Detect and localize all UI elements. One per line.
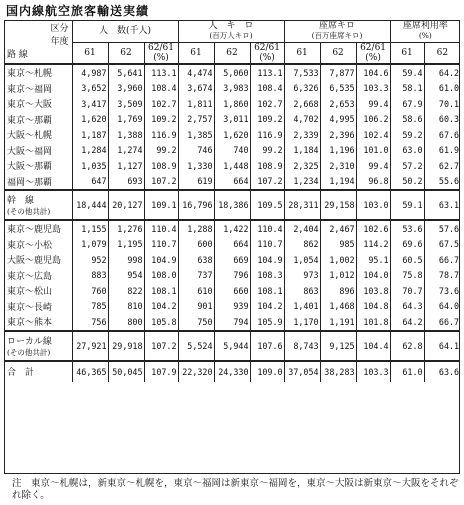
table-cell: 60.5 (390, 252, 424, 268)
table-cell: 58.6 (390, 112, 424, 128)
table-cell: 760 (72, 283, 108, 299)
table-cell: 61.9 (424, 143, 460, 159)
table-cell: 102.7 (144, 96, 178, 112)
table-cell: 600 (178, 237, 214, 253)
table-cell: 64.2 (424, 64, 460, 81)
table-cell: 2,339 (284, 127, 320, 143)
table-cell: 1,194 (320, 174, 356, 191)
table-cell: 107.2 (144, 174, 178, 191)
table-cell: 800 (108, 314, 144, 331)
table-cell: 50.2 (390, 174, 424, 191)
table-cell: 3,983 (214, 81, 250, 97)
table-cell: 1,288 (178, 220, 214, 237)
table-cell: 883 (72, 268, 108, 284)
table-cell: 96.8 (356, 174, 390, 191)
footnote: 注 東京〜札幌は，新東京〜札幌を，東京〜福岡は新東京〜福岡を，東京〜大阪は新東京〜大阪をそれぞれ除く。 (12, 478, 459, 501)
row-label: 東京〜札幌 (7, 69, 53, 80)
table-cell: 5,944 (214, 331, 250, 361)
table-cell: 106.2 (356, 112, 390, 128)
table-cell: 1,196 (320, 143, 356, 159)
column-header: 62 (108, 43, 144, 65)
row-label: 大阪〜鹿児島 (7, 256, 62, 267)
table-cell: 113.1 (144, 64, 178, 81)
table-cell: 29,918 (108, 331, 144, 361)
row-label: 大阪〜札幌 (7, 131, 53, 142)
table-cell: 952 (72, 252, 108, 268)
table-cell: 822 (108, 283, 144, 299)
table-cell: 64.0 (424, 299, 460, 315)
table-cell: 99.2 (144, 143, 178, 159)
column-header: 61 (390, 43, 424, 65)
table-cell: 785 (72, 299, 108, 315)
table-cell: 1,012 (320, 268, 356, 284)
table-cell: 73.6 (424, 283, 460, 299)
table-cell: 107.9 (144, 361, 178, 382)
table-cell: 105.8 (144, 314, 178, 331)
table-cell: 67.5 (424, 237, 460, 253)
table-cell: 37,054 (284, 361, 320, 382)
table-row (4, 314, 460, 331)
table-cell: 27,921 (72, 331, 108, 361)
row-label: 東京〜福岡 (7, 84, 53, 95)
table-cell: 104.6 (356, 64, 390, 81)
table-cell: 114.2 (356, 237, 390, 253)
table-cell: 57.6 (424, 220, 460, 237)
corner-rosen: 路 線 (7, 49, 28, 60)
table-cell: 102.7 (250, 96, 284, 112)
table-cell: 104.8 (356, 299, 390, 315)
table-cell: 102.6 (356, 220, 390, 237)
table-cell: 638 (178, 252, 214, 268)
table-cell: 1,448 (214, 158, 250, 174)
table-cell: 1,127 (108, 158, 144, 174)
table-cell: 660 (214, 283, 250, 299)
table-cell: 109.5 (250, 190, 284, 220)
column-header: 61 (72, 43, 108, 65)
table-cell: 1,276 (108, 220, 144, 237)
table-cell: 53.6 (390, 220, 424, 237)
column-header: 62 (214, 43, 250, 65)
table-cell: 1,184 (284, 143, 320, 159)
table-cell: 1,155 (72, 220, 108, 237)
table-cell: 70.7 (390, 283, 424, 299)
table-cell: 67.6 (424, 127, 460, 143)
table-cell: 104.9 (250, 252, 284, 268)
table-header (4, 20, 460, 64)
table-cell: 38,283 (320, 361, 356, 382)
table-cell: 2,467 (320, 220, 356, 237)
table-cell: 5,060 (214, 64, 250, 81)
table-cell: 2,404 (284, 220, 320, 237)
table-cell: 78.7 (424, 268, 460, 284)
table-cell: 109.1 (144, 190, 178, 220)
table-cell: 619 (178, 174, 214, 191)
table-cell: 1,187 (72, 127, 108, 143)
group-header-seatkm: 座席キロ (百万座席キロ) (284, 20, 390, 43)
table-cell: 1,284 (72, 143, 108, 159)
column-header: 62 (424, 43, 460, 65)
table-row (4, 268, 460, 284)
table-row (4, 237, 460, 253)
table-cell: 1,860 (214, 96, 250, 112)
column-header: 61 (178, 43, 214, 65)
table-cell: 108.4 (144, 81, 178, 97)
table-row (4, 299, 460, 315)
table-cell: 107.6 (250, 331, 284, 361)
table-cell: 740 (214, 143, 250, 159)
table-cell: 863 (284, 283, 320, 299)
table-cell: 59.4 (390, 64, 424, 81)
group-header-loadfactor: 座席利用率 (%) (390, 20, 460, 43)
table-cell: 693 (108, 174, 144, 191)
table-row (4, 174, 460, 191)
row-label: ローカル線 (その他共計) (4, 331, 72, 361)
table-cell: 22,320 (178, 361, 214, 382)
table-cell: 954 (108, 268, 144, 284)
table-cell: 998 (108, 252, 144, 268)
local-total-row (4, 331, 460, 361)
table-cell: 107.2 (144, 331, 178, 361)
transport-table (4, 20, 460, 382)
row-label: 幹 線 (その他共計) (4, 190, 72, 220)
table-cell: 896 (320, 283, 356, 299)
table-cell: 62.7 (424, 158, 460, 174)
table-cell: 1,274 (108, 143, 144, 159)
table-cell: 63.1 (424, 190, 460, 220)
column-header: 61 (284, 43, 320, 65)
table-cell: 7,877 (320, 64, 356, 81)
table-cell: 104.9 (144, 252, 178, 268)
page-title: 国内線航空旅客輸送実績 (6, 4, 150, 18)
header-corner (4, 20, 72, 64)
table-cell: 64.1 (424, 331, 460, 361)
row-label: 大阪〜福岡 (7, 146, 53, 157)
column-header: 62/61 (%) (250, 43, 284, 65)
table-cell: 102.4 (356, 127, 390, 143)
table-cell: 109.2 (250, 112, 284, 128)
table-cell: 104.4 (356, 331, 390, 361)
table-cell: 67.9 (390, 96, 424, 112)
table-row (4, 252, 460, 268)
table-row (4, 127, 460, 143)
table-cell: 794 (214, 314, 250, 331)
table-cell: 1,002 (320, 252, 356, 268)
group-header-passengers: 人 数(千人) (72, 20, 178, 43)
table-cell: 1,195 (108, 237, 144, 253)
table-cell: 5,524 (178, 331, 214, 361)
table-cell: 99.4 (356, 96, 390, 112)
table-cell: 18,444 (72, 190, 108, 220)
row-label: 東京〜小松 (7, 240, 53, 251)
table-cell: 664 (214, 174, 250, 191)
table-cell: 108.9 (144, 158, 178, 174)
table-cell: 1,811 (178, 96, 214, 112)
table-row (4, 112, 460, 128)
table-cell: 61.0 (390, 361, 424, 382)
trunk-total-row (4, 190, 460, 220)
table-cell: 16,796 (178, 190, 214, 220)
table-cell: 664 (214, 237, 250, 253)
table-cell: 110.4 (144, 220, 178, 237)
table-cell: 939 (214, 299, 250, 315)
table-cell: 103.8 (356, 283, 390, 299)
table-cell: 1,401 (284, 299, 320, 315)
table-cell: 61.0 (424, 81, 460, 97)
table-row (4, 283, 460, 299)
table-cell: 756 (72, 314, 108, 331)
table-cell: 104.2 (144, 299, 178, 315)
table-cell: 2,653 (320, 96, 356, 112)
group-header-pkm: 人 キ ロ (百万人キロ) (178, 20, 284, 43)
table-cell: 3,652 (72, 81, 108, 97)
table-cell: 7,533 (284, 64, 320, 81)
table-cell: 59.2 (390, 127, 424, 143)
table-cell: 6,535 (320, 81, 356, 97)
table-cell: 95.1 (356, 252, 390, 268)
table-cell: 55.6 (424, 174, 460, 191)
row-label: 大阪〜那覇 (7, 162, 53, 173)
table-cell: 24,330 (214, 361, 250, 382)
table-cell: 1,054 (284, 252, 320, 268)
table-cell: 1,468 (320, 299, 356, 315)
table-cell: 737 (178, 268, 214, 284)
table-cell: 1,234 (284, 174, 320, 191)
table-cell: 20,127 (108, 190, 144, 220)
table-cell: 2,757 (178, 112, 214, 128)
table-cell: 108.1 (144, 283, 178, 299)
table-cell: 109.0 (250, 361, 284, 382)
table-cell: 973 (284, 268, 320, 284)
table-cell: 810 (108, 299, 144, 315)
table-cell: 1,385 (178, 127, 214, 143)
table-cell: 103.3 (356, 81, 390, 97)
column-header-row (4, 43, 460, 65)
table-cell: 110.4 (250, 220, 284, 237)
table-cell: 63.0 (390, 143, 424, 159)
table-cell: 109.2 (144, 112, 178, 128)
table-cell: 796 (214, 268, 250, 284)
table-cell: 985 (320, 237, 356, 253)
table-cell: 105.9 (250, 314, 284, 331)
column-header: 62 (320, 43, 356, 65)
table-cell: 1,191 (320, 314, 356, 331)
row-label: 東京〜鹿児島 (4, 220, 72, 237)
table-cell: 1,769 (108, 112, 144, 128)
table-cell: 2,310 (320, 158, 356, 174)
table-cell: 5,641 (108, 64, 144, 81)
table-cell: 1,620 (72, 112, 108, 128)
table-cell: 1,170 (284, 314, 320, 331)
table-cell: 647 (72, 174, 108, 191)
table-cell: 99.4 (356, 158, 390, 174)
row-label: 東京〜長崎 (7, 302, 53, 313)
table-cell: 66.7 (424, 252, 460, 268)
table-row (4, 220, 460, 237)
table-cell: 57.2 (390, 158, 424, 174)
table-cell: 50,045 (108, 361, 144, 382)
table-cell: 2,668 (284, 96, 320, 112)
table-cell: 1,035 (72, 158, 108, 174)
table-cell: 862 (284, 237, 320, 253)
table-cell: 64.2 (390, 314, 424, 331)
table-cell: 750 (178, 314, 214, 331)
table-row (4, 143, 460, 159)
table-cell: 2,396 (320, 127, 356, 143)
row-label: 東京〜松山 (7, 287, 53, 298)
corner-nendo: 年度 (50, 36, 69, 47)
table-row (4, 81, 460, 97)
table-cell: 101.0 (356, 143, 390, 159)
table-cell: 28,311 (284, 190, 320, 220)
table-body (4, 64, 460, 382)
table-cell: 110.7 (250, 237, 284, 253)
table-cell: 63.6 (424, 361, 460, 382)
table-cell: 108.0 (144, 268, 178, 284)
table-cell: 60.3 (424, 112, 460, 128)
row-label: 福岡〜那覇 (7, 177, 53, 188)
table-cell: 3,417 (72, 96, 108, 112)
table-cell: 66.7 (424, 314, 460, 331)
table-cell: 99.2 (250, 143, 284, 159)
table-cell: 75.8 (390, 268, 424, 284)
row-label: 東京〜那覇 (7, 115, 53, 126)
table-cell: 70.1 (424, 96, 460, 112)
table-cell: 4,702 (284, 112, 320, 128)
grand-total-row (4, 361, 460, 382)
table-cell: 1,620 (214, 127, 250, 143)
corner-kubun: 区分 (50, 23, 69, 34)
table-cell: 746 (178, 143, 214, 159)
table-row (4, 158, 460, 174)
table-cell: 107.2 (250, 174, 284, 191)
table-cell: 4,995 (320, 112, 356, 128)
table-cell: 108.9 (250, 158, 284, 174)
table-cell: 113.1 (250, 64, 284, 81)
table-cell: 1,422 (214, 220, 250, 237)
table-cell: 64.3 (390, 299, 424, 315)
table-cell: 116.9 (250, 127, 284, 143)
table-cell: 669 (214, 252, 250, 268)
table-cell: 3,509 (108, 96, 144, 112)
table-cell: 3,674 (178, 81, 214, 97)
table-cell: 103.0 (356, 190, 390, 220)
table-cell: 108.1 (250, 283, 284, 299)
table-row (4, 64, 460, 81)
row-label: 東京〜熊本 (7, 318, 53, 329)
column-header: 62/61 (%) (144, 43, 178, 65)
table-cell: 8,743 (284, 331, 320, 361)
table-cell: 46,365 (72, 361, 108, 382)
table-cell: 1,330 (178, 158, 214, 174)
table-cell: 58.1 (390, 81, 424, 97)
table-cell: 18,386 (214, 190, 250, 220)
table-cell: 62.8 (390, 331, 424, 361)
table-cell: 3,960 (108, 81, 144, 97)
table-cell: 29,158 (320, 190, 356, 220)
table-cell: 1,079 (72, 237, 108, 253)
table-cell: 3,011 (214, 112, 250, 128)
table-cell: 59.1 (390, 190, 424, 220)
table-cell: 104.2 (250, 299, 284, 315)
table-cell: 69.6 (390, 237, 424, 253)
table-cell: 4,987 (72, 64, 108, 81)
table-cell: 4,474 (178, 64, 214, 81)
row-label: 東京〜大阪 (7, 100, 53, 111)
row-label: 合 計 (4, 361, 72, 382)
table-cell: 6,326 (284, 81, 320, 97)
table-cell: 110.7 (144, 237, 178, 253)
table-cell: 104.0 (356, 268, 390, 284)
table-cell: 2,325 (284, 158, 320, 174)
table-cell: 610 (178, 283, 214, 299)
column-header: 62/61 (%) (356, 43, 390, 65)
table-cell: 9,125 (320, 331, 356, 361)
table-row (4, 96, 460, 112)
table-cell: 108.4 (250, 81, 284, 97)
row-label: 東京〜広島 (7, 271, 53, 282)
table-cell: 103.3 (356, 361, 390, 382)
table-cell: 1,388 (108, 127, 144, 143)
table-cell: 108.3 (250, 268, 284, 284)
table-cell: 101.8 (356, 314, 390, 331)
table-cell: 116.9 (144, 127, 178, 143)
table-cell: 901 (178, 299, 214, 315)
